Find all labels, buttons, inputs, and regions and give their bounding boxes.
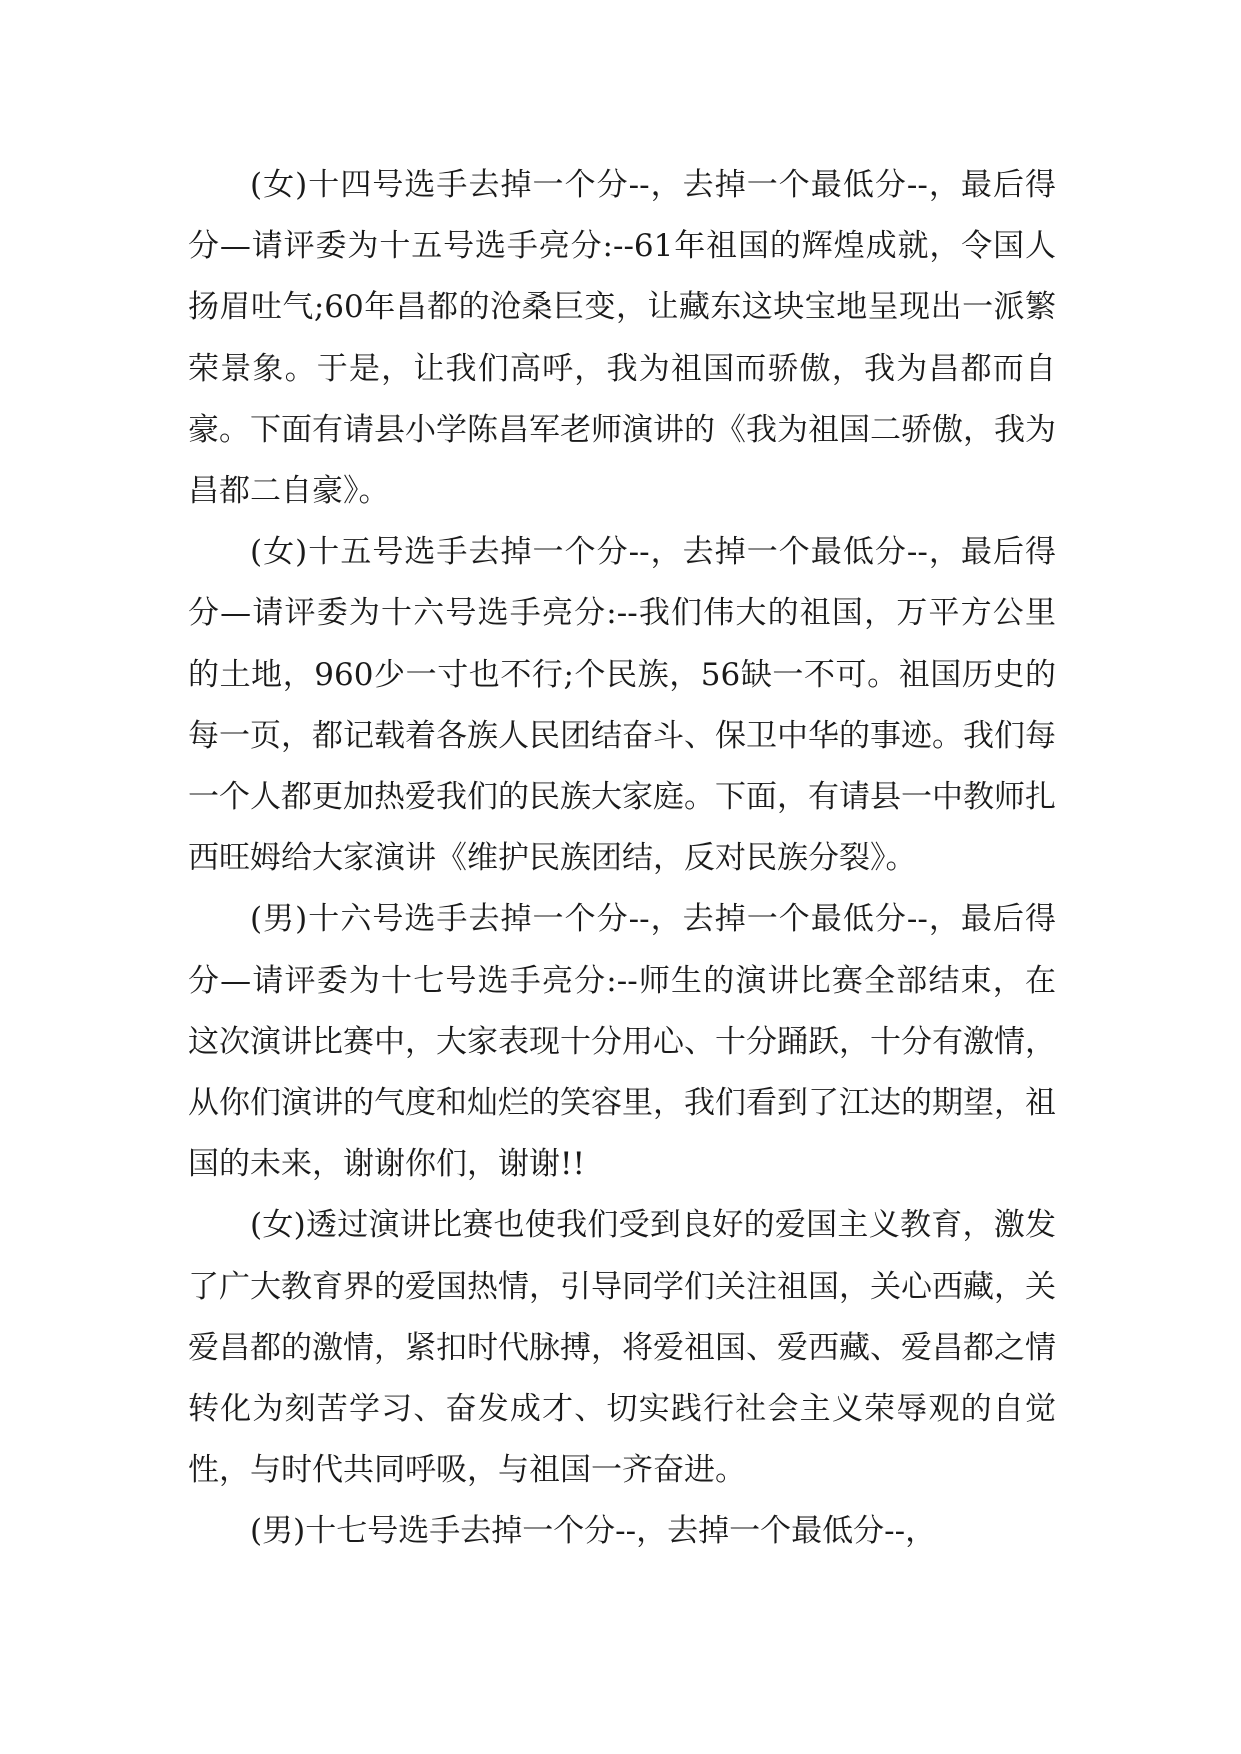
paragraph-1: (女)十四号选手去掉一个分--，去掉一个最低分--，最后得分—请评委为十五号选手亮分:--61年祖国的辉煌成就，令国人扬眉吐气;60年昌都的沧桑巨变，让藏东这块宝地呈现出一派繁荣景象。于是，让我们高呼，我为祖国而骄傲，我为昌都而自豪。下面有请县小学陈昌军老师演讲的《我为祖国二骄傲，我为昌都二自豪》。	[188, 167, 1056, 510]
paragraph-3: (男)十六号选手去掉一个分--，去掉一个最低分--，最后得分—请评委为十七号选手亮分:--师生的演讲比赛全部结束，在这次演讲比赛中，大家表现十分用心、十分踊跃，十分有激情，从你们演讲的气度和灿烂的笑容里，我们看到了江达的期望，祖国的未来，谢谢你们，谢谢!!	[188, 901, 1056, 1183]
paragraph-2: (女)十五号选手去掉一个分--，去掉一个最低分--，最后得分—请评委为十六号选手亮分:--我们伟大的祖国，万平方公里的土地，960少一寸也不行;个民族，56缺一不可。祖国历史的每一页，都记载着各族人民团结奋斗、保卫中华的事迹。我们每一个人都更加热爱我们的民族大家庭。下面，有请县一中教师扎西旺姆给大家演讲《维护民族团结，反对民族分裂》。	[188, 534, 1056, 877]
paragraph-4: (女)透过演讲比赛也使我们受到良好的爱国主义教育，激发了广大教育界的爱国热情，引导同学们关注祖国，关心西藏，关爱昌都的激情，紧扣时代脉搏，将爱祖国、爱西藏、爱昌都之情转化为刻苦学习、奋发成才、切实践行社会主义荣辱观的自觉性，与时代共同呼吸，与祖国一齐奋进。	[188, 1207, 1056, 1489]
document-body	[188, 155, 1056, 1563]
paragraph-5: (男)十七号选手去掉一个分--，去掉一个最低分--，	[250, 1513, 937, 1550]
